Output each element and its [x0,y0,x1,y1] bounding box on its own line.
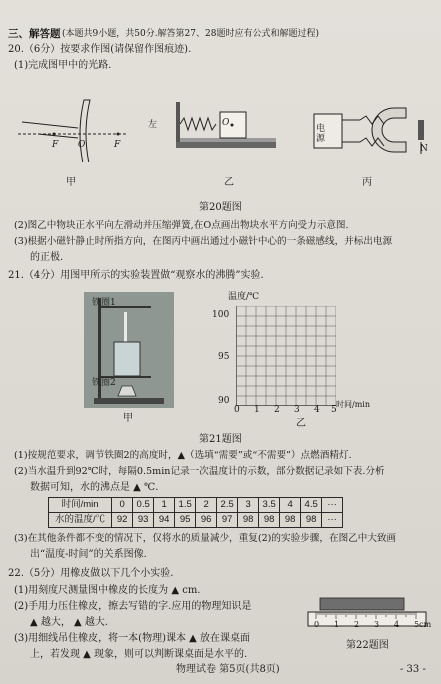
table-cell: 98 [238,513,259,528]
eraser [320,598,404,610]
table-cell: 95 [175,513,196,528]
table-cell: 98 [259,513,280,528]
caption-jia-21: 甲 [123,413,133,424]
table-header-cell: 时间/min [49,498,112,513]
label-x3: 3 [294,405,300,415]
fig20-title: 第20题图 [199,202,242,213]
ruler-tick-label: 1 [334,620,340,629]
label-x0: 0 [234,405,240,415]
label-F-right: F [114,140,121,150]
table-cell: 4.5 [301,498,322,513]
temperature-grid [236,306,336,406]
q20-part3b: 的正极. [30,252,64,263]
label-power: 电 源 [316,124,326,145]
table-cell: 0.5 [133,498,154,513]
ruler-with-eraser [306,596,430,636]
caption-bing-20: 丙 [362,177,372,188]
temperature-table [48,497,343,528]
caption-yi-20: 乙 [224,177,234,188]
table-cell: 96 [196,513,217,528]
table-cell: 2.5 [217,498,238,513]
q22-stem: 22.（5分）用橡皮做以下几个小实验. [8,568,174,579]
label-y90: 90 [218,396,230,406]
table-cell: 93 [133,513,154,528]
q20-stem: 20.（6分）按要求作图(请保留作图痕迹). [8,44,192,55]
label-y95: 95 [218,352,230,362]
table-cell: 2 [196,498,217,513]
q21-part3b: 出“温度-时间”的关系图像. [30,549,147,560]
table-cell: 4 [280,498,301,513]
table-cell: 92 [112,513,133,528]
table-cell: ··· [322,513,343,528]
q21-part3a: (3)在其他条件都不变的情况下，仅将水的质量减少，重复(2)的实验步骤，在图乙中大致画 [14,533,397,544]
ruler-tick-label: 5cm [414,620,432,629]
label-x2: 2 [274,405,280,415]
caption-jia-20: 甲 [66,177,76,188]
q22-part2a: (2)手用力压住橡皮，擦去写错的字.应用的物理知识是 [14,601,252,612]
fig22-title: 第22题图 [346,640,389,651]
q21-part1: (1)按规范要求，调节铁圈2的高度时，▲（选填“需要”或“不需要”）点燃酒精灯. [14,450,352,461]
label-O: O [78,140,86,150]
ruler-tick-label: 0 [314,620,320,629]
table-cell: 97 [217,513,238,528]
q20-part3a: (3)根据小磁针静止时所指方向，在图丙中画出通过小磁针中心的一条磁感线，并标出电源 [14,236,393,247]
ruler-tick-label: 2 [354,620,360,629]
q20-part2: (2)图乙中物块正水平向左滑动并压缩弹簧,在O点画出物块水平方向受力示意图. [14,220,349,231]
label-clamp1: 铁圈1 [92,298,116,308]
table-cell: ··· [322,498,343,513]
spring-block-diagram [160,98,280,158]
label-F-left: F [52,140,59,150]
label-O2: O [222,118,230,128]
q22-part3a: (3)用细线吊住橡皮，将一本(物理)课本 ▲ 放在课桌面 [14,633,251,644]
label-xlabel: 时间/min [336,400,370,409]
page-number: - 33 - [400,664,426,675]
table-cell: 98 [301,513,322,528]
q20-part1: (1)完成图甲中的光路. [14,60,112,71]
table-cell: 94 [154,513,175,528]
q22-part1: (1)用刻度尺测量图中橡皮的长度为 ▲ cm. [14,585,201,596]
label-ylabel: 温度/℃ [228,292,260,302]
q22-part3b: 上，若发现 ▲ 现象，则可以判断课桌面是水平的. [30,649,248,660]
q22-part2b: ▲ 越大， ▲ 越大. [30,617,109,628]
table-cell: 1.5 [175,498,196,513]
table-cell: 1 [154,498,175,513]
label-x5: 5 [331,405,337,415]
caption-yi-21: 乙 [296,418,306,429]
ruler-tick-label: 3 [374,620,380,629]
label-N: N [420,144,428,154]
table-cell: 0 [112,498,133,513]
section-title: 三、解答题 [8,28,61,40]
section-note: (本题共9小题，共50分.解答第27、28题时应有公式和解题过程) [62,29,319,39]
label-y100: 100 [212,310,230,320]
table-header-cell: 水的温度/℃ [49,513,112,528]
boiling-apparatus [84,292,174,408]
fig21-title: 第21题图 [199,434,242,445]
electromagnet-diagram [310,90,430,170]
q21-stem: 21.（4分）用图甲所示的实验装置做“观察水的沸腾”实验. [8,270,264,281]
q21-part2b: 数据可知，水的沸点是 ▲ ℃. [30,482,159,493]
table-row [49,513,343,528]
lens-diagram [18,92,128,162]
table-row [49,498,343,513]
table-cell: 98 [280,513,301,528]
footer-page-info: 物理试卷 第5页(共8页) [176,664,280,675]
ruler-tick-label: 4 [394,620,400,629]
label-x4: 4 [314,405,320,415]
table-cell: 3.5 [259,498,280,513]
table-cell: 3 [238,498,259,513]
label-left: 左 [148,120,158,130]
q21-part2a: (2)当水温升到92℃时，每隔0.5min记录一次温度计的示数，部分数据记录如下表.分析 [14,466,385,477]
label-x1: 1 [254,405,260,415]
label-clamp2: 铁圈2 [92,378,116,388]
